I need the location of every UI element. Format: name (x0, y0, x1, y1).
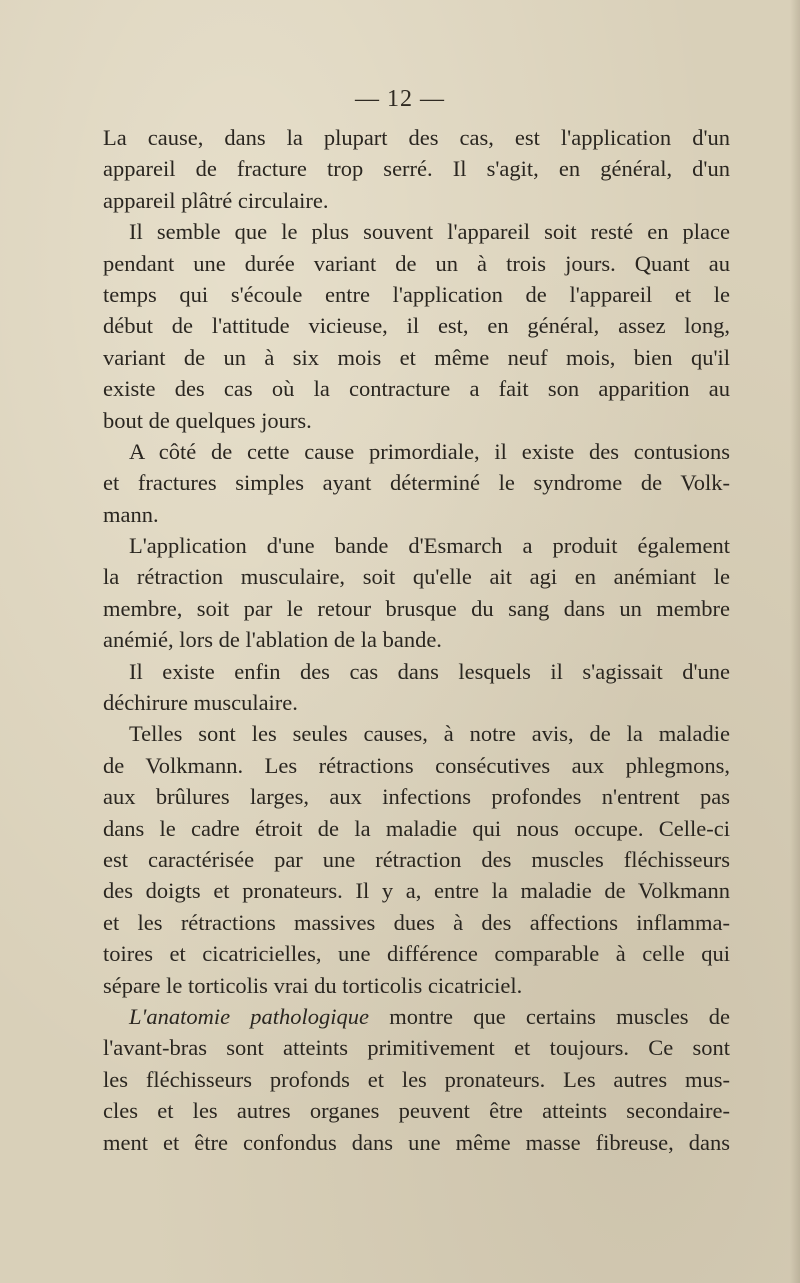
text-line-17: anémié, lors de l'ablation de la bande. (103, 627, 442, 653)
text-line-1: La cause, dans la plupart des cas, est l'application d'un (103, 125, 730, 150)
text-line-19: déchirure musculaire. (103, 690, 298, 716)
text-line-33: ment et être confondus dans une même masse fibreuse, dans (103, 1129, 730, 1155)
italic-phrase: L'anatomie pathologique (129, 1003, 370, 1029)
text-line-2: appareil de fracture trop serré. Il s'agit, en général, d'un (103, 156, 730, 182)
text-line-23: dans le cadre étroit de la maladie qui nous occupe. Celle-ci (103, 815, 730, 841)
text-line-9: existe des cas où la contracture a fait son apparition au (103, 376, 730, 402)
text-line-6: temps qui s'écoule entre l'application de l'appareil et le (103, 281, 730, 307)
text-line-15: la rétraction musculaire, soit qu'elle ait agi en anémiant le (103, 564, 730, 590)
text-line-3: appareil plâtré circulaire. (103, 187, 329, 213)
page-number: — 12 — (355, 86, 445, 112)
text-line-21: de Volkmann. Les rétractions consécutives aux phlegmons, (103, 752, 730, 778)
text-line-18: Il existe enfin des cas dans lesquels il s'agissait d'une (129, 658, 730, 684)
text-line-32: cles et les autres organes peuvent être atteints secondaire- (103, 1098, 730, 1124)
text-line-16: membre, soit par le retour brusque du sang dans un membre (103, 595, 730, 621)
text-line-28: sépare le torticolis vrai du torticolis cicatriciel. (103, 972, 523, 998)
text-line-5: pendant une durée variant de un à trois jours. Quant au (103, 250, 730, 276)
text-line-12: et fractures simples ayant déterminé le syndrome de Volk- (103, 470, 730, 496)
text-line-11: A côté de cette cause primordiale, il existe des contusions (129, 438, 730, 464)
text-line-10: bout de quelques jours. (103, 407, 312, 433)
text-line-14: L'application d'une bande d'Esmarch a produit également (129, 533, 730, 559)
page-edge-shadow (790, 0, 800, 1283)
text-line-20: Telles sont les seules causes, à notre avis, de la maladie (129, 721, 730, 747)
text-line-30: l'avant-bras sont atteints primitivement et toujours. Ce sont (103, 1035, 730, 1061)
text-line-13: mann. (103, 501, 159, 527)
text-line-25: des doigts et pronateurs. Il y a, entre la maladie de Volkmann (103, 878, 730, 904)
body-text (103, 122, 730, 1158)
text-line-29-rest: montre que certains muscles de (389, 1003, 731, 1029)
text-line-22: aux brûlures larges, aux infections profondes n'entrent pas (103, 784, 730, 810)
text-line-8: variant de un à six mois et même neuf mois, bien qu'il (103, 344, 730, 370)
text-line-7: début de l'attitude vicieuse, il est, en général, assez long, (103, 313, 730, 339)
text-line-4: Il semble que le plus souvent l'appareil soit resté en place (129, 219, 730, 245)
text-line-24: est caractérisée par une rétraction des muscles fléchisseurs (103, 846, 730, 872)
text-line-26: et les rétractions massives dues à des affections inflamma- (103, 909, 730, 935)
text-line-29 (103, 1001, 730, 1032)
text-line-27: toires et cicatricielles, une différence comparable à celle qui (103, 941, 730, 967)
text-line-31: les fléchisseurs profonds et les pronateurs. Les autres mus- (103, 1066, 730, 1092)
